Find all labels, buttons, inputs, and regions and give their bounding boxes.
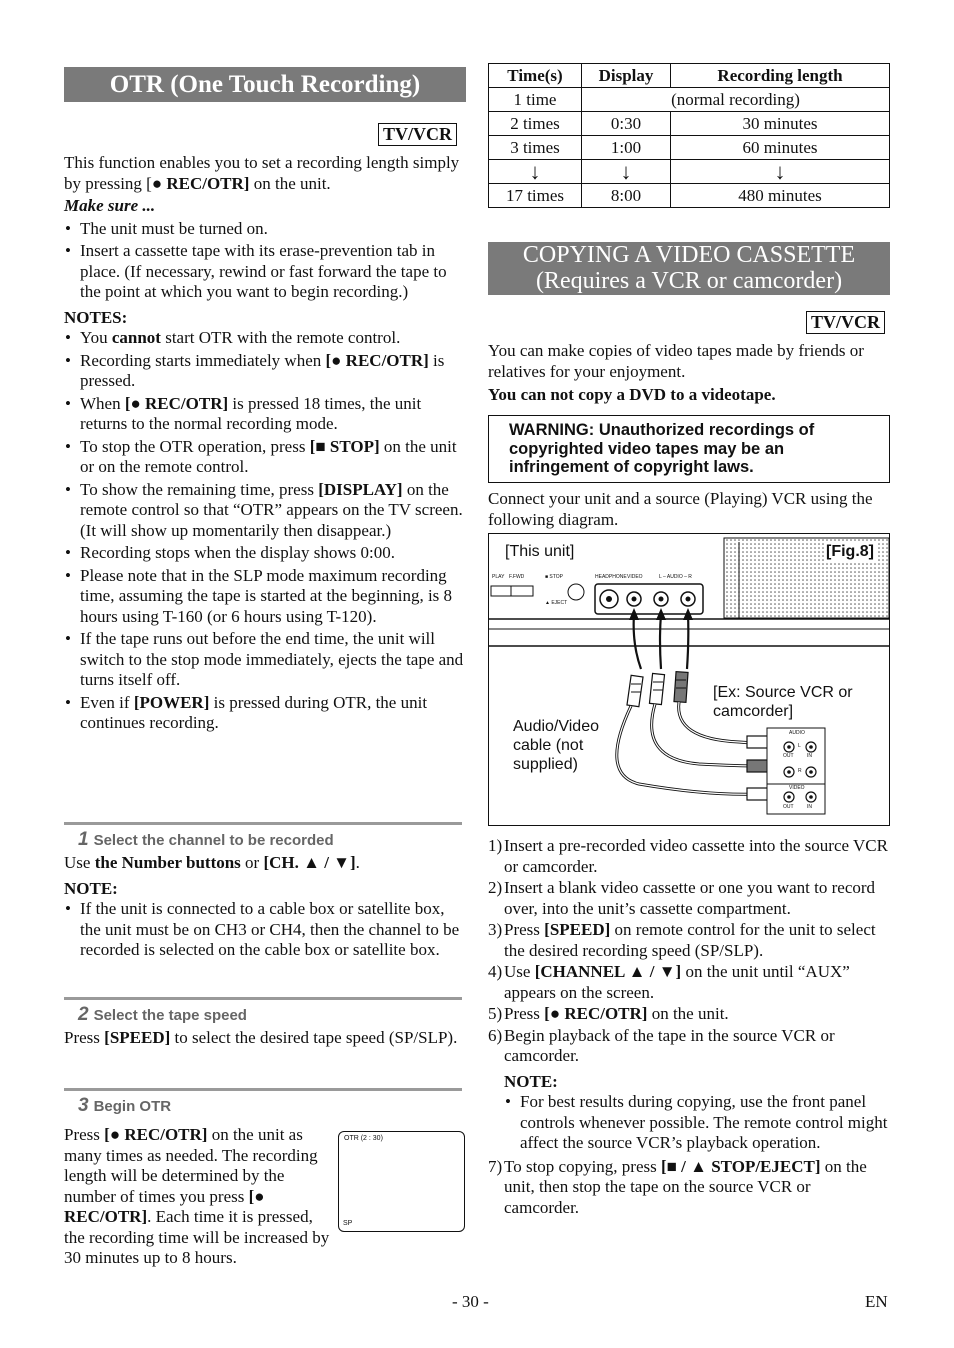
step-number: 1 [78,829,89,850]
list-item: • If the tape runs out before the end time, the unit will switch to the stop mode immediately, ejects the tape and turns itself off. [64,629,464,691]
this-unit-label: [This unit] [505,543,575,560]
list-item: • To show the remaining time, press [DISPLAY] on the remote control so that “OTR” appears on the TV screen. (It will show up momentarily then disappear.) [64,480,464,542]
language-code: EN [865,1292,888,1311]
list-item: 4) Use [CHANNEL ▲ / ▼] on the unit until “AUX” appears on the screen. [488,962,850,1002]
notes-heading: NOTES: [64,307,128,327]
list-item: 1) Insert a pre-recorded video cassette into the source VCR or camcorder. [488,836,888,876]
step-number: 3 [78,1095,89,1116]
list-item: • Insert a cassette tape with its erase-prevention tab in place. (If necessary, rewind or fast forward the tape to the point at which you want to begin recording.) [64,241,464,303]
otr-intro: This function enables you to set a recording length simply by pressing [● REC/OTR] on the unit. [64,153,460,193]
copy-tvvcr-tag: TV/VCR [806,311,885,334]
fig-label: [Fig.8] [826,543,874,560]
cable-label: Audio/Video cable (not supplied) [513,718,599,773]
arrow-down-icon: ↓ [582,160,671,184]
step-body: Use the Number buttons or [CH. ▲ / ▼]. [64,853,360,872]
osd-speed-text: SP [343,1220,353,1227]
make-sure-list [64,219,464,303]
connection-diagram: [This unit] [Fig.8] [Ex: Source VCR or camcorder] Audio/Video cable (not supplied) PLAY F.FWD ■ STOP ▲ EJECT HEADPHONE VIDEO L – AUDIO – R AUDIO L R OUT IN VIDEO OUT IN [488,533,890,826]
list-item: • Recording stops when the display shows 0:00. [64,543,464,564]
table-row: 1 time (normal recording) [489,88,890,112]
list-item: 2) Insert a blank video cassette or one you want to record over, into the unit’s cassette compartment. [488,878,876,918]
step-3 [64,1088,462,1117]
otr-title: OTR (One Touch Recording) [64,67,466,102]
step-number: 2 [78,1004,89,1025]
step-2 [64,997,462,1049]
warning-box: WARNING: Unauthorized recordings of copyrighted video tapes may be an infringement of copyright laws. [488,415,890,483]
arrow-down-icon: ↓ [671,160,890,184]
step-1 [64,822,462,963]
list-item: 6) Begin playback of the tape in the source VCR or camcorder. [488,1025,835,1065]
step-body: Press [SPEED] to select the desired tape speed (SP/SLP). [64,1028,458,1047]
list-item: 3) Press [SPEED] on remote control for the unit to select the desired recording speed (SP/SLP). [488,920,876,960]
source-vcr-label: [Ex: Source VCR or camcorder] [713,684,853,720]
list-item: 7) To stop copying, press [■ / ▲ STOP/EJECT] on the unit, then stop the tape on the source VCR or camcorder. [488,1156,867,1217]
step-title: Select the channel to be recorded [93,832,334,849]
list-item: • If the unit is connected to a cable box or satellite box, the unit must be on CH3 or CH4, then the channel to be recorded is selected on the cable box or satellite box. [64,899,462,961]
source-panel-labels: AUDIO L R OUT IN VIDEO OUT IN [783,730,812,810]
table-header: Recording length [671,64,890,88]
make-sure-heading: Make sure ... [64,196,156,215]
copy-steps [488,836,888,1219]
step-title: Begin OTR [93,1098,172,1115]
notes-list [64,328,464,734]
tv-screen-preview [338,1131,465,1232]
table-row [489,160,890,184]
list-item: 5) Press [● REC/OTR] on the unit. [488,1004,729,1023]
list-item: • For best results during copying, use the front panel controls whenever possible. The remote control might affect the source VCR’s playback operation. [504,1092,888,1154]
copy-title: COPYING A VIDEO CASSETTE (Requires a VCR or camcorder) [488,242,890,295]
copy-intro: You can make copies of video tapes made by friends or relatives for your enjoyment. [488,341,864,381]
list-item: • To stop the OTR operation, press [■ STOP] on the unit or on the remote control. [64,437,464,478]
no-dvd-note: You can not copy a DVD to a videotape. [488,385,776,404]
list-item: • Please note that in the SLP mode maximum recording time, assuming the tape is started at the beginning, is 8 hours using T-160 (or 6 hours using T-120). [64,566,464,628]
table-row: 17 times 8:00 480 minutes [489,184,890,208]
step-3-body: Press [● REC/OTR] on the unit as many times as needed. The recording length will be determined by the number of times you press [● REC/OTR]. Each time it is pressed, the recording time will be increased by 30 minutes up to 8 hours. [64,1125,330,1267]
table-row: 2 times 0:30 30 minutes [489,112,890,136]
list-item: • Recording starts immediately when [● REC/OTR] is pressed. [64,351,464,392]
otr-table [488,63,890,208]
otr-tvvcr-tag: TV/VCR [378,123,457,146]
osd-otr-text: OTR (2 : 30) [344,1135,383,1142]
table-header: Display [582,64,671,88]
list-item: • Even if [POWER] is pressed during OTR, the unit continues recording. [64,693,464,734]
note-heading: NOTE: [64,878,118,898]
step-title: Select the tape speed [93,1007,247,1024]
connect-text: Connect your unit and a source (Playing) VCR using the following diagram. [488,489,873,529]
table-row: 3 times 1:00 60 minutes [489,136,890,160]
note-heading: NOTE: [504,1071,558,1091]
list-item: • You cannot start OTR with the remote control. [64,328,464,349]
table-header: Time(s) [489,64,582,88]
list-item: • When [● REC/OTR] is pressed 18 times, the unit returns to the normal recording mode. [64,394,464,435]
arrow-down-icon: ↓ [489,160,582,184]
page-number: - 30 - [452,1292,489,1311]
list-item: • The unit must be turned on. [64,219,464,240]
